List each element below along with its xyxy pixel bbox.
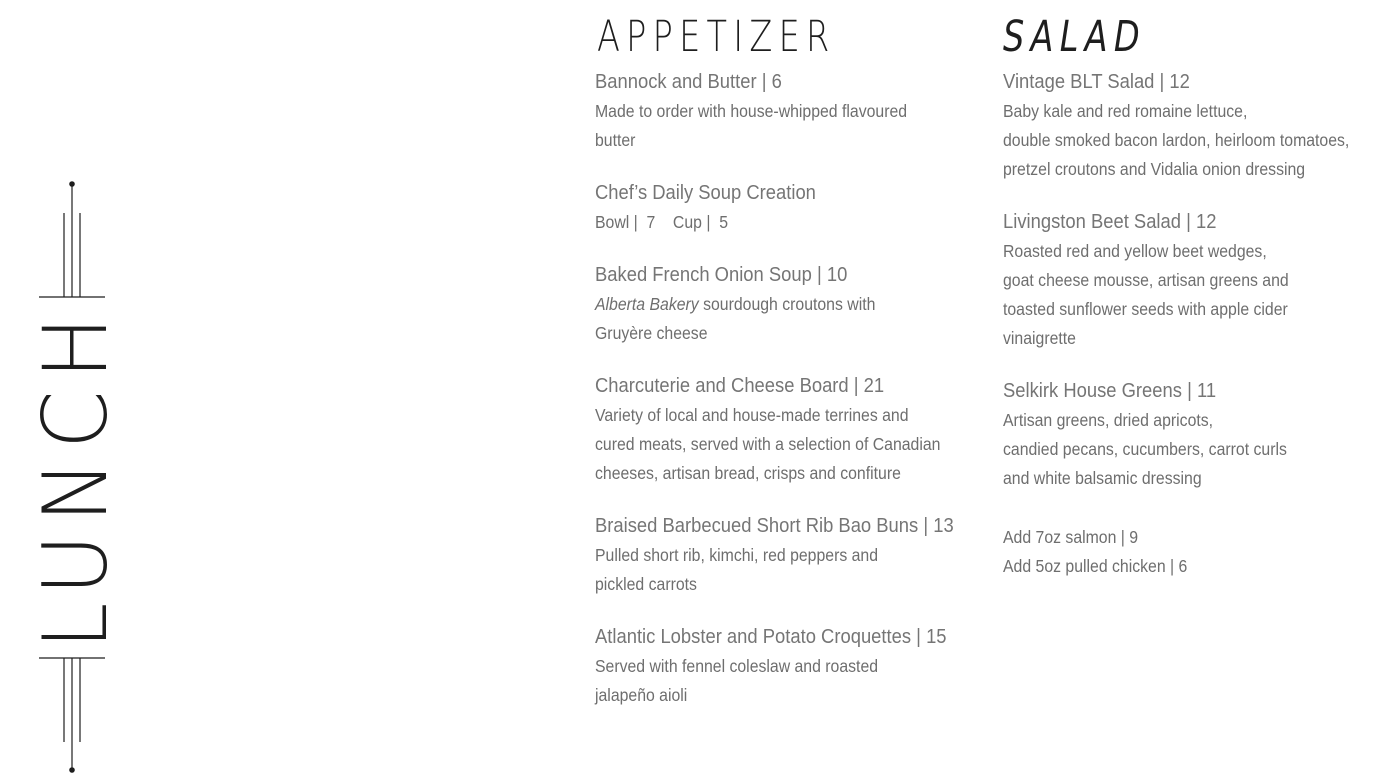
item-name: Selkirk House Greens | 11 xyxy=(1003,380,1217,402)
item-desc-rest: sourdough croutons with xyxy=(698,294,876,314)
salad-title: SALAD xyxy=(1003,12,1146,62)
item-desc: cured meats, served with a selection of Canadian xyxy=(595,434,941,454)
menu-item xyxy=(595,261,985,348)
item-desc xyxy=(595,290,954,319)
lunch-title-text: LUNCH xyxy=(24,304,127,650)
lunch-side-title xyxy=(24,175,127,775)
item-desc: Bowl | 7 Cup | 5 xyxy=(595,212,729,232)
item-name: Atlantic Lobster and Potato Croquettes | 15 xyxy=(595,626,947,648)
salad-addons xyxy=(1003,523,1378,581)
menu-item xyxy=(1003,68,1378,184)
item-desc-italic: Alberta Bakery xyxy=(595,294,699,314)
appetizer-column xyxy=(595,0,985,710)
item-name: Bannock and Butter | 6 xyxy=(595,71,782,93)
item-desc: Roasted red and yellow beet wedges, xyxy=(1003,241,1267,261)
item-desc: vinaigrette xyxy=(1003,328,1076,348)
item-desc: and white balsamic dressing xyxy=(1003,468,1202,488)
item-name: Charcuterie and Cheese Board | 21 xyxy=(595,375,885,397)
addon-item: Add 7oz salmon | 9 xyxy=(1003,527,1139,547)
salad-column xyxy=(1003,0,1378,581)
menu-item xyxy=(595,179,985,237)
item-desc: Variety of local and house-made terrines and xyxy=(595,405,909,425)
item-desc: Baby kale and red romaine lettuce, xyxy=(1003,101,1248,121)
menu-item xyxy=(595,512,985,599)
item-desc: Pulled short rib, kimchi, red peppers and xyxy=(595,545,879,565)
menu-item xyxy=(595,623,985,710)
item-desc: double smoked bacon lardon, heirloom tomatoes, xyxy=(1003,130,1350,150)
item-desc: toasted sunflower seeds with apple cider xyxy=(1003,299,1288,319)
menu-item xyxy=(595,68,985,155)
appetizer-title: APPETIZER xyxy=(597,12,836,62)
addon-item: Add 5oz pulled chicken | 6 xyxy=(1003,556,1188,576)
item-name: Baked French Onion Soup | 10 xyxy=(595,264,848,286)
item-name: Braised Barbecued Short Rib Bao Buns | 13 xyxy=(595,515,954,537)
item-desc: pickled carrots xyxy=(595,574,697,594)
item-desc: Artisan greens, dried apricots, xyxy=(1003,410,1214,430)
item-desc: Served with fennel coleslaw and roasted xyxy=(595,656,879,676)
item-desc: goat cheese mousse, artisan greens and xyxy=(1003,270,1289,290)
item-desc: Gruyère cheese xyxy=(595,323,708,343)
menu-item xyxy=(595,372,985,488)
item-name: Chef’s Daily Soup Creation xyxy=(595,182,816,204)
item-desc: candied pecans, cucumbers, carrot curls xyxy=(1003,439,1287,459)
item-desc: butter xyxy=(595,130,636,150)
menu-item xyxy=(1003,208,1378,353)
menu-item xyxy=(1003,377,1378,493)
item-name: Livingston Beet Salad | 12 xyxy=(1003,211,1217,233)
item-desc: Made to order with house-whipped flavoured xyxy=(595,101,908,121)
item-desc: pretzel croutons and Vidalia onion dressing xyxy=(1003,159,1306,179)
item-desc: jalapeño aioli xyxy=(595,685,688,705)
item-name: Vintage BLT Salad | 12 xyxy=(1003,71,1190,93)
item-desc: cheeses, artisan bread, crisps and confiture xyxy=(595,463,901,483)
